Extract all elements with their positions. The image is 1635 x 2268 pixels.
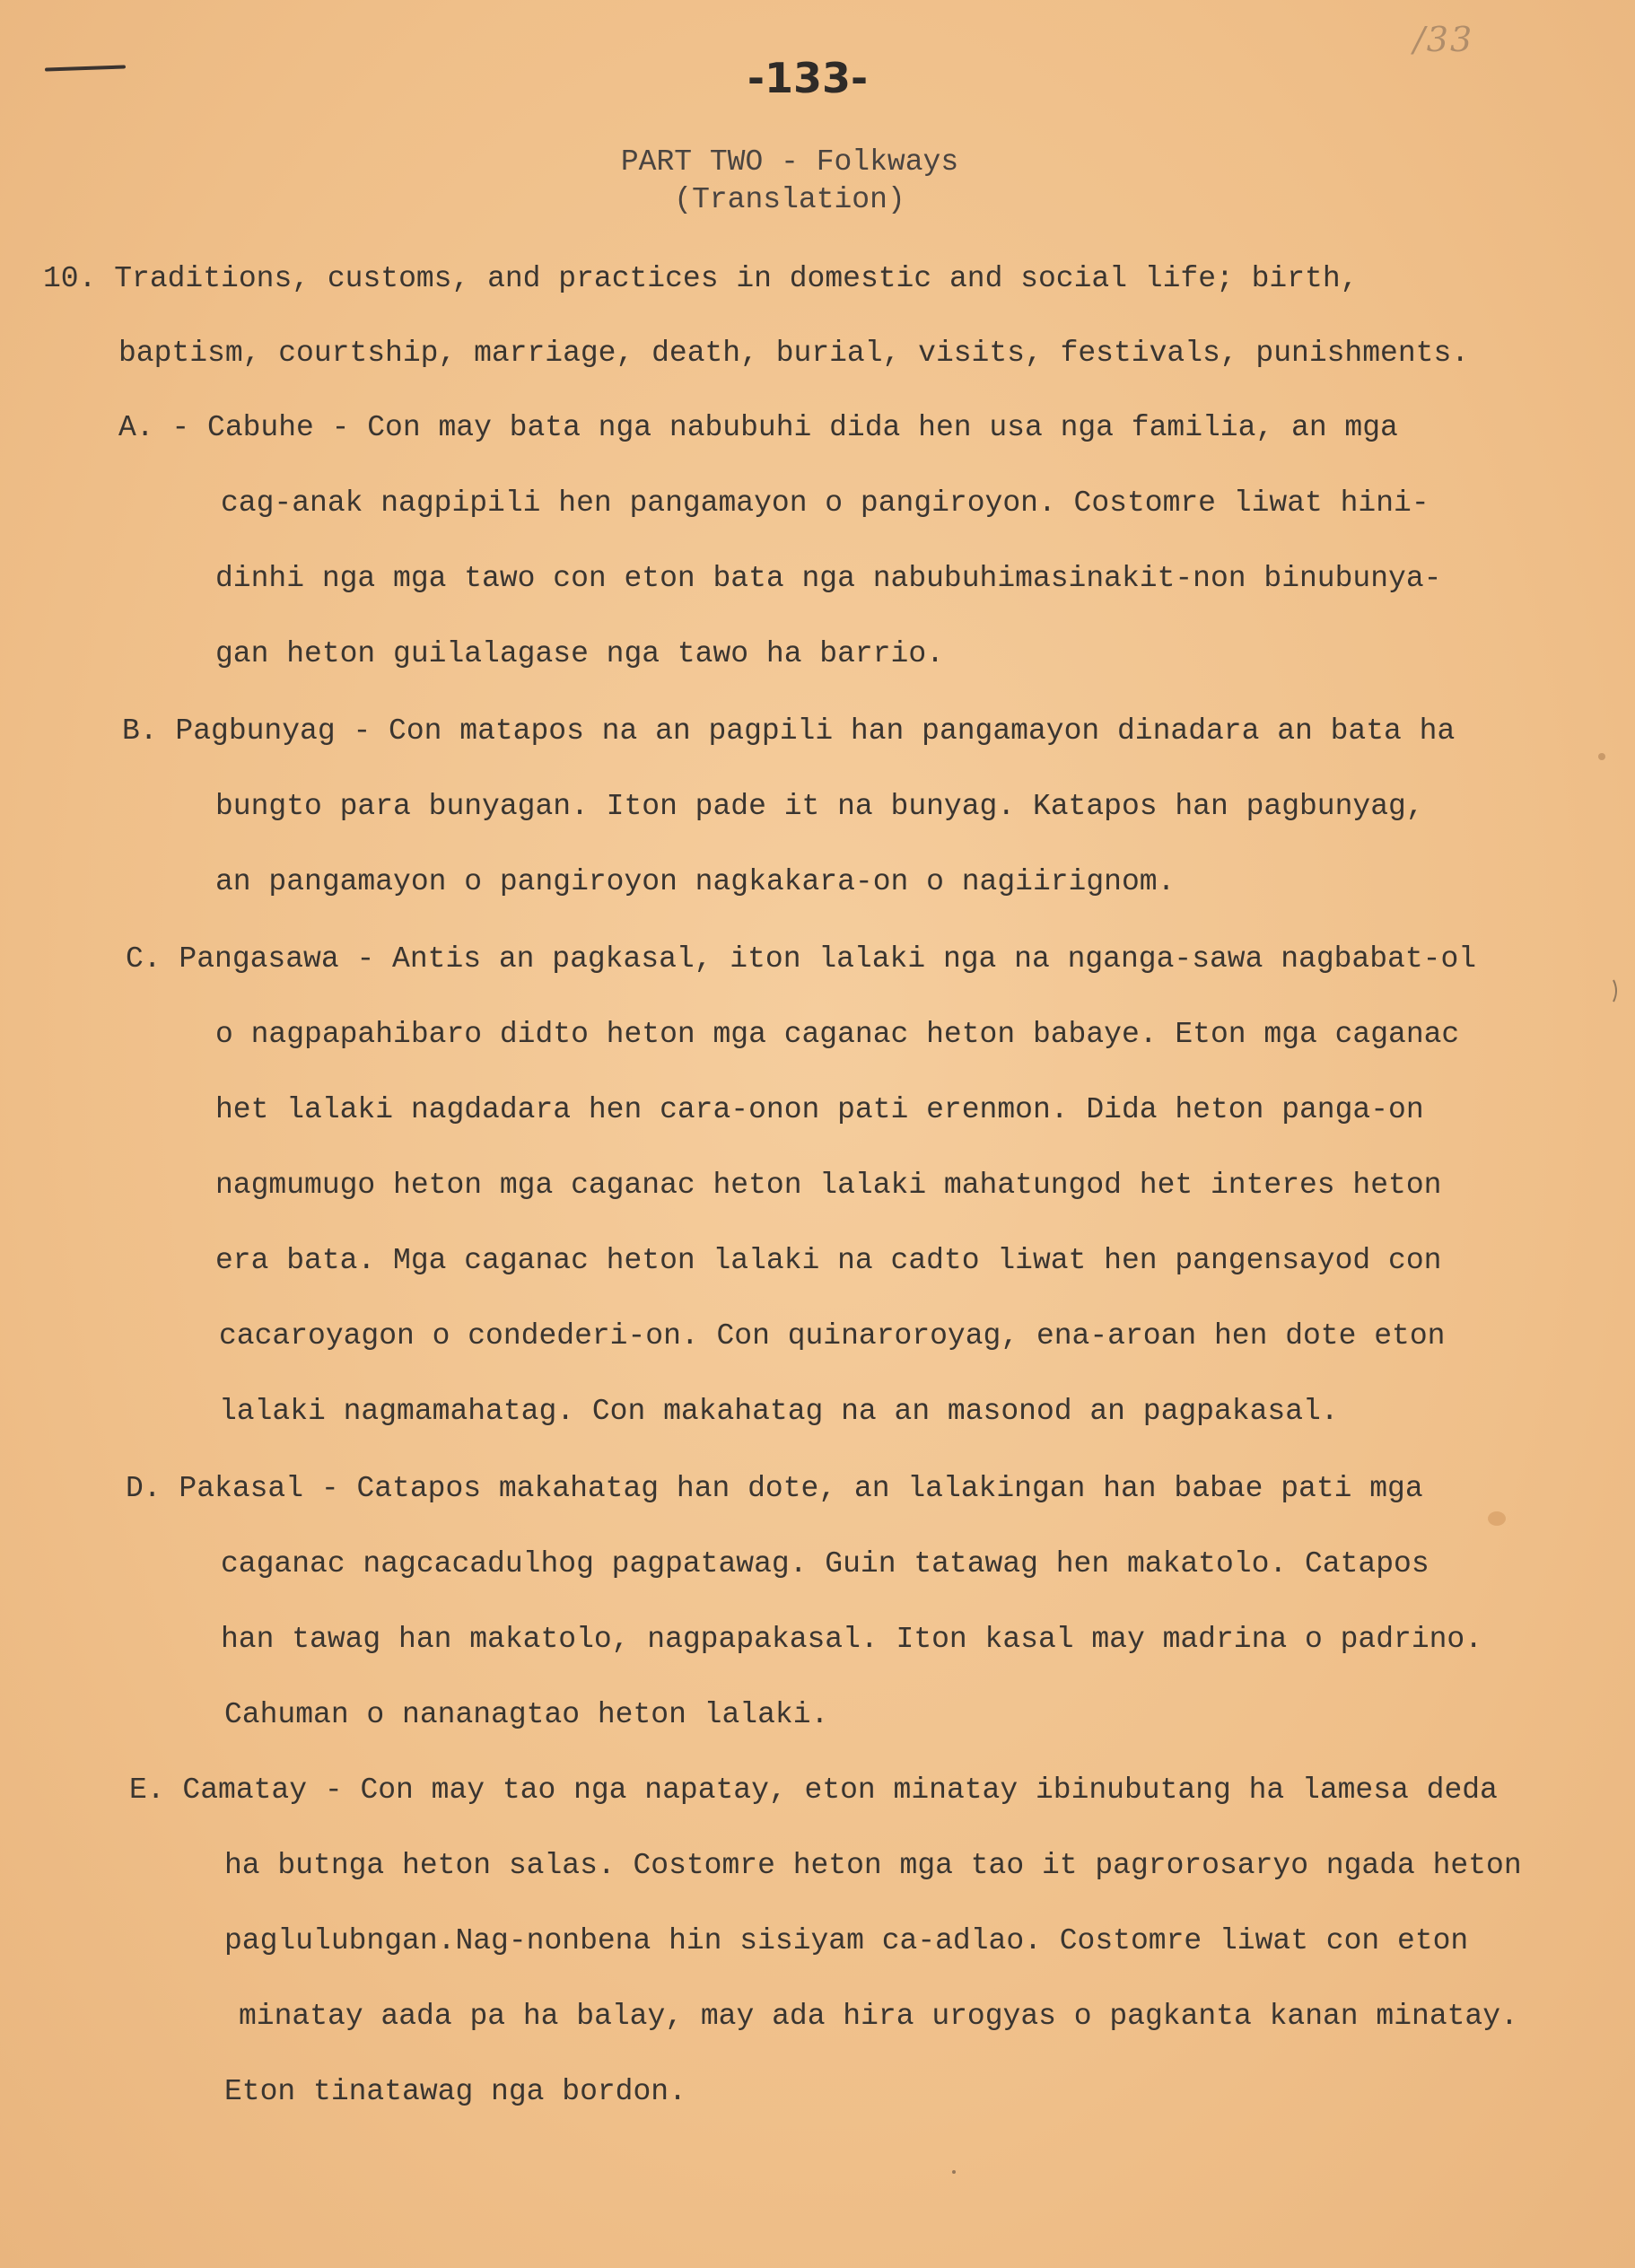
corner-pen-mark <box>45 65 126 71</box>
pencil-page-annotation: /33 <box>1413 20 1474 59</box>
section-title-line: baptism, courtship, marriage, death, burial, visits, festivals, punishments. <box>118 337 1470 370</box>
paragraph-line: minatay aada pa ha balay, may ada hira urogyas o pagkanta kanan minatay. <box>239 2000 1518 2033</box>
paragraph-line: nagmumugo heton mga caganac heton lalaki mahatungod het interes heton <box>215 1169 1442 1202</box>
margin-mark <box>1613 980 1616 1002</box>
stain-spot <box>1488 1511 1506 1526</box>
paragraph-line: paglulubngan.Nag-nonbena hin sisiyam ca-adlao. Costomre liwat con eton <box>224 1924 1469 1957</box>
paragraph-line: A. - Cabuhe - Con may bata nga nabubuhi dida hen usa nga familia, an mga <box>118 411 1398 444</box>
paragraph-line: C. Pangasawa - Antis an pagkasal, iton lalaki nga na nganga-sawa nagbabat-ol <box>126 942 1477 976</box>
paragraph-line: cag-anak nagpipili hen pangamayon o pangiroyon. Costomre liwat hini- <box>221 486 1430 520</box>
page-heading <box>467 144 1113 219</box>
paragraph-line: ha butnga heton salas. Costomre heton mga tao it pagrorosaryo ngada heton <box>224 1849 1522 1882</box>
section-title-line: 10. Traditions, customs, and practices in domestic and social life; birth, <box>43 262 1359 295</box>
heading-subtitle: (Translation) <box>674 183 905 216</box>
paragraph-line: han tawag han makatolo, nagpapakasal. Iton kasal may madrina o padrino. <box>221 1623 1483 1656</box>
paragraph-line: E. Camatay - Con may tao nga napatay, eton minatay ibinubutang ha lamesa deda <box>129 1773 1498 1807</box>
paragraph-line: dinhi nga mga tawo con eton bata nga nabubuhimasinakit-non binubunya- <box>215 562 1442 595</box>
paragraph-line: o nagpapahibaro didto heton mga caganac heton babaye. Eton mga caganac <box>215 1018 1460 1051</box>
paragraph-line: Cahuman o nananagtao heton lalaki. <box>224 1698 829 1731</box>
paragraph-line: het lalaki nagdadara hen cara-onon pati erenmon. Dida heton panga-on <box>215 1093 1424 1126</box>
stain-spot <box>1598 753 1605 760</box>
page-number: -133- <box>747 54 869 102</box>
paragraph-line: lalaki nagmamahatag. Con makahatag na an masonod an pagpakasal. <box>219 1395 1339 1428</box>
paragraph-line: bungto para bunyagan. Iton pade it na bunyag. Katapos han pagbunyag, <box>215 790 1424 823</box>
paragraph-line: D. Pakasal - Catapos makahatag han dote, an lalakingan han babae pati mga <box>126 1472 1423 1505</box>
paragraph-line: an pangamayon o pangiroyon nagkakara-on o nagiirignom. <box>215 865 1176 898</box>
paragraph-line: caganac nagcacadulhog pagpatawag. Guin tatawag hen makatolo. Catapos <box>221 1547 1430 1581</box>
paragraph-line: gan heton guilalagase nga tawo ha barrio. <box>215 637 944 670</box>
paragraph-line: cacaroyagon o condederi-on. Con quinaroroyag, ena-aroan hen dote eton <box>219 1319 1446 1353</box>
paragraph-line: era bata. Mga caganac heton lalaki na cadto liwat hen pangensayod con <box>215 1244 1442 1277</box>
heading-title: PART TWO - Folkways <box>620 145 959 179</box>
stain-spot <box>952 2170 956 2174</box>
paragraph-line: B. Pagbunyag - Con matapos na an pagpili han pangamayon dinadara an bata ha <box>122 714 1456 748</box>
paragraph-line: Eton tinatawag nga bordon. <box>224 2075 686 2108</box>
